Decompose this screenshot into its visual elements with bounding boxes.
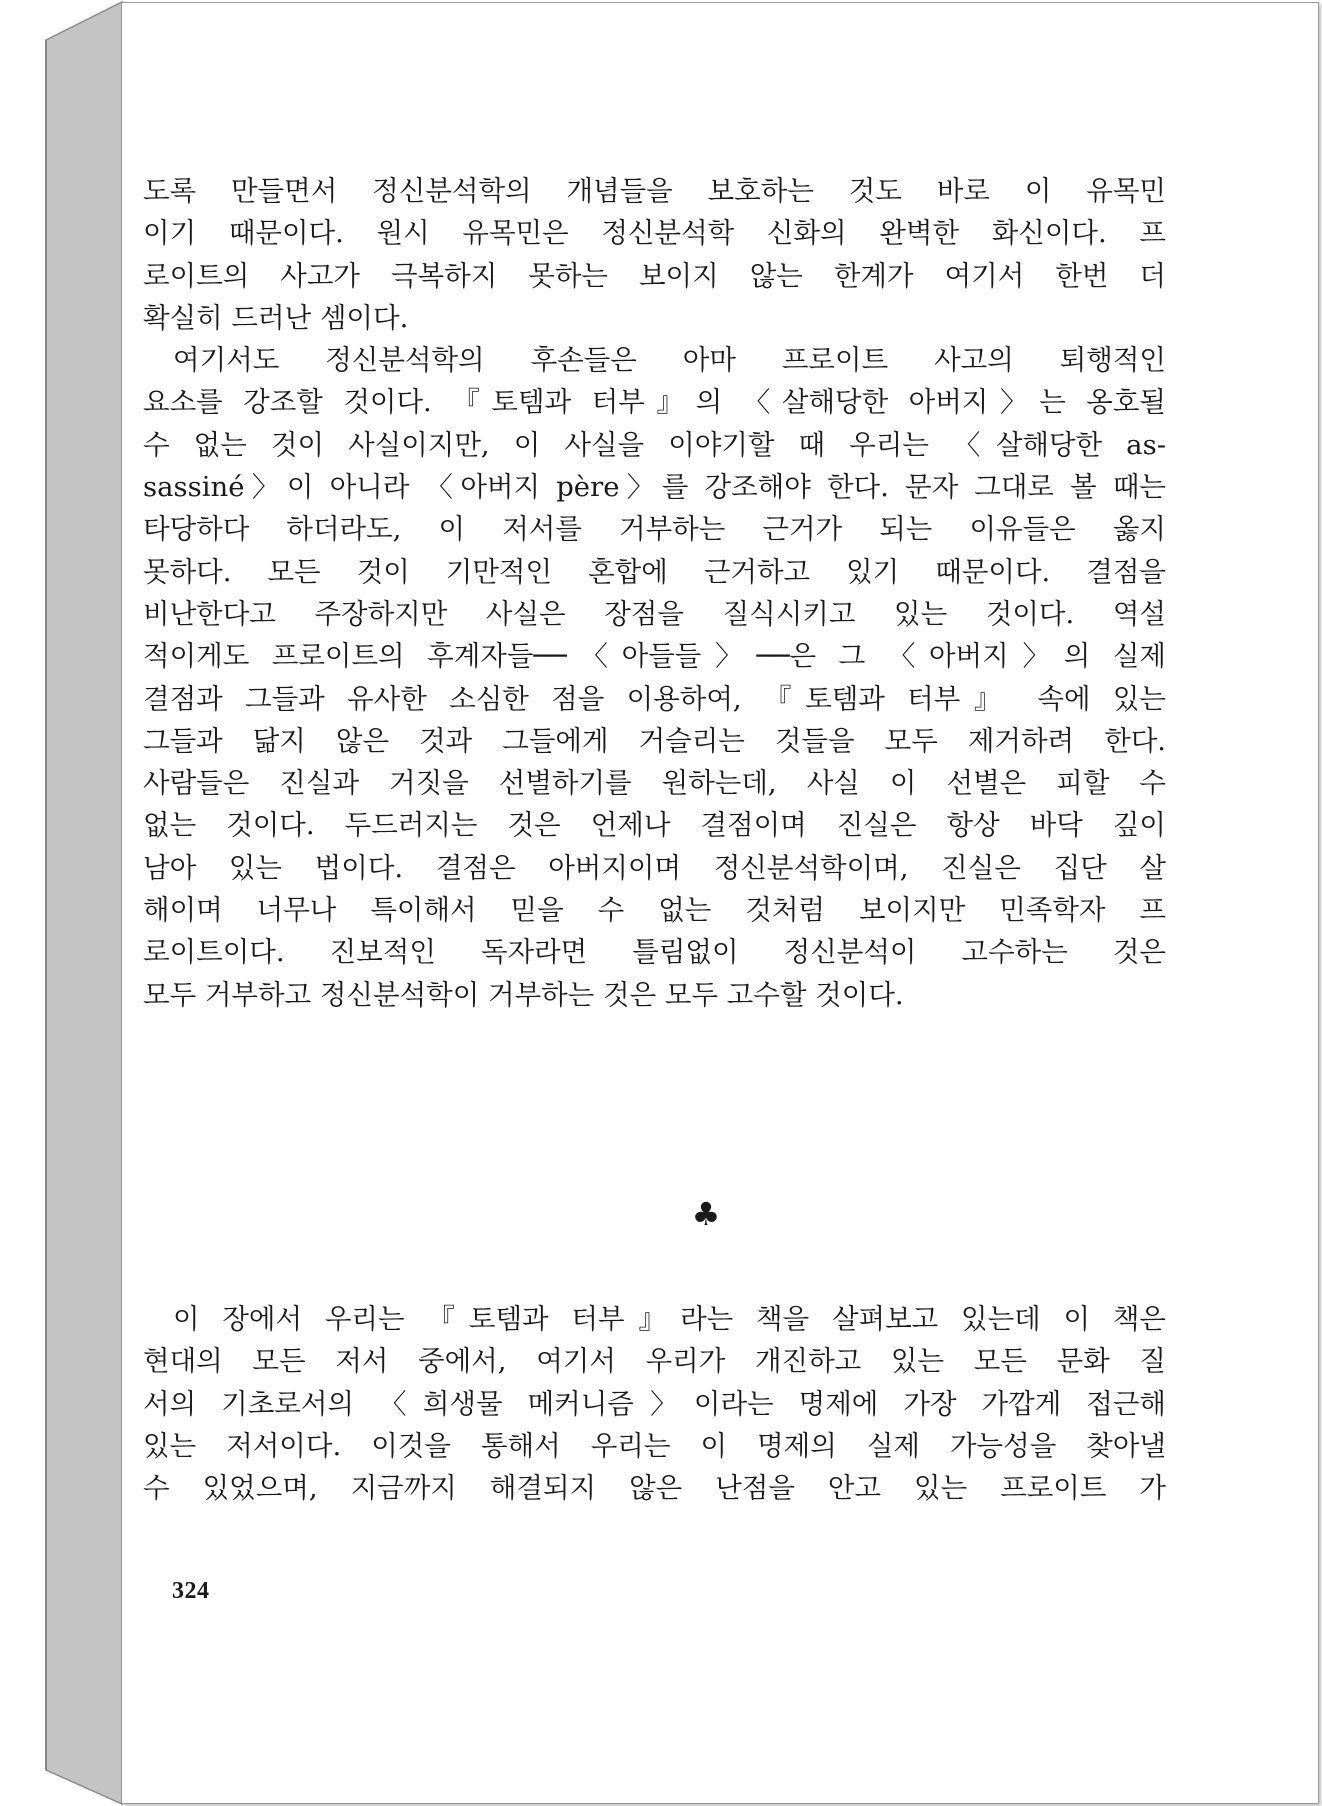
text-line: 여기서도 정신분석학의 후손들은 아마 프로이트 사고의 퇴행적인: [173, 344, 1166, 377]
text-line: 서의 기초로서의 〈희생물 메커니즘〉이라는 명제에 가장 가깝게 접근해: [143, 1387, 1166, 1420]
text-line: sassiné〉이 아니라 〈아버지 père〉를 강조해야 한다. 문자 그대로 볼 때는: [143, 471, 1166, 504]
text-line: 도록 만들면서 정신분석학의 개념들을 보호하는 것도 바로 이 유목민: [143, 175, 1166, 207]
text-line: 로이트이다. 진보적인 독자라면 틀림없이 정신분석이 고수하는 것은: [143, 936, 1166, 969]
text-line: 확실히 드러난 셈이다.: [143, 301, 409, 334]
text-line: 그들과 닮지 않은 것과 그들에게 거슬리는 것들을 모두 제거하려 한다.: [143, 724, 1166, 757]
paragraph: [143, 1298, 1166, 1509]
text-line: 타당하다 하더라도, 이 저서를 거부하는 근거가 되는 이유들은 옳지: [143, 513, 1166, 546]
text-line: 현대의 모든 저서 중에서, 여기서 우리가 개진하고 있는 모든 문화 질: [143, 1345, 1166, 1378]
page-number: 324: [172, 1578, 210, 1604]
text-line: 수 없는 것이 사실이지만, 이 사실을 이야기할 때 우리는 〈살해당한 as-: [143, 428, 1166, 461]
text-line: 이 장에서 우리는 『토템과 터부』라는 책을 살펴보고 있는데 이 책은: [173, 1303, 1166, 1335]
text-line: 요소를 강조할 것이다. 『토템과 터부』의 〈살해당한 아버지〉는 옹호될: [143, 386, 1166, 419]
text-line: 비난한다고 주장하지만 사실은 장점을 질식시키고 있는 것이다. 역설: [143, 597, 1166, 630]
text-line: 해이며 너무나 특이해서 믿을 수 없는 것처럼 보이지만 민족학자 프: [143, 894, 1166, 927]
text-line: 적이게도 프로이트의 후계자들──〈아들들〉──은 그 〈아버지〉의 실제: [143, 640, 1166, 673]
book-spine: [0, 0, 130, 1806]
text-line: 사람들은 진실과 거짓을 선별하기를 원하는데, 사실 이 선별은 피할 수: [143, 767, 1166, 800]
text-line: 로이트의 사고가 극복하지 못하는 보이지 않는 한계가 여기서 한번 더: [143, 259, 1166, 292]
club-ornament-icon: ♣: [691, 1195, 721, 1233]
text-line: 이기 때문이다. 원시 유목민은 정신분석학 신화의 완벽한 화신이다. 프: [143, 217, 1166, 250]
text-line: 모두 거부하고 정신분석학이 거부하는 것은 모두 고수할 것이다.: [143, 978, 904, 1011]
text-line: 남아 있는 법이다. 결점은 아버지이며 정신분석학이며, 진실은 집단 살: [143, 851, 1166, 884]
paragraph: [143, 170, 1166, 339]
main-text-top: [143, 170, 1166, 1016]
text-line: 수 있었으며, 지금까지 해결되지 않은 난점을 안고 있는 프로이트 가: [143, 1472, 1166, 1505]
paragraph: [143, 339, 1166, 1016]
text-line: 결점과 그들과 유사한 소심한 점을 이용하여, 『토템과 터부』 속에 있는: [143, 682, 1166, 715]
main-text-bottom: [143, 1298, 1166, 1509]
text-line: 없는 것이다. 두드러지는 것은 언제나 결점이며 진실은 항상 바닥 깊이: [143, 809, 1166, 842]
text-line: 있는 저서이다. 이것을 통해서 우리는 이 명제의 실제 가능성을 찾아낼: [143, 1429, 1166, 1462]
text-line: 못하다. 모든 것이 기만적인 혼합에 근거하고 있기 때문이다. 결점을: [143, 555, 1166, 588]
